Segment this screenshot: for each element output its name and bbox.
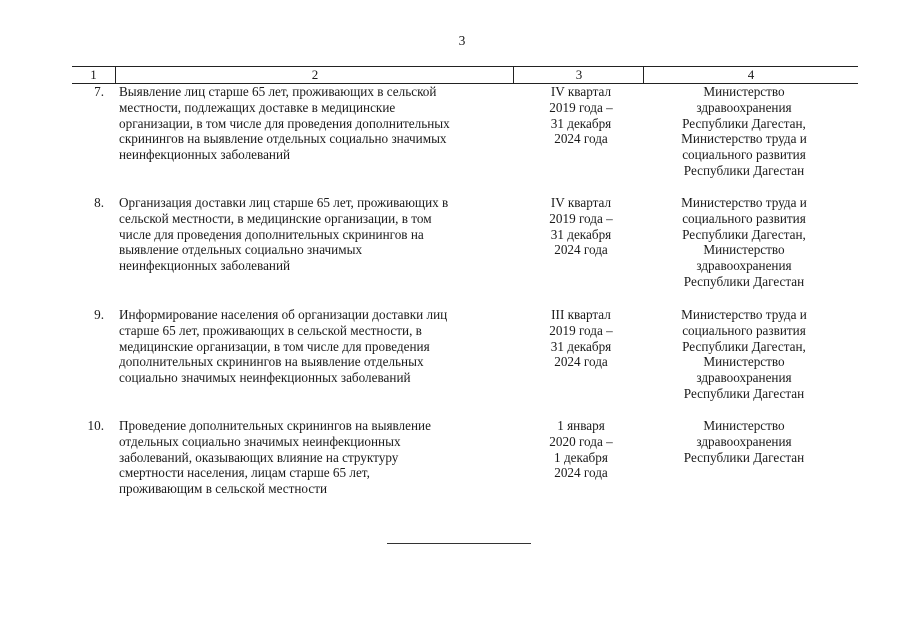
exec-line: здравоохранения [696,433,792,449]
term-line: 31 декабря [550,115,612,131]
desc-line: местности, подлежащих доставке в медицинские [119,99,396,115]
header-col-3: 3 [513,67,644,83]
desc-line: сельской местности, в медицинские организации, в том [119,210,432,226]
desc-line: дополнительных скринингов на выявление отдельных [119,354,424,370]
desc-line: организации, в том числе для проведения дополнительных [119,115,450,131]
exec-line: Республики Дагестан [683,273,805,289]
desc-line: Выявление лиц старше 65 лет, проживающих в сельской [119,84,437,99]
exec-line: Министерство труда и [681,131,807,147]
term-line: IV квартал [550,84,612,99]
exec-line: Республики Дагестан [683,449,805,465]
row-term [516,84,646,147]
row-description [119,307,505,386]
row-executor [658,195,830,290]
desc-line: Организация доставки лиц старше 65 лет, проживающих в [119,195,449,210]
desc-line: скринингов на выявление отдельных социально значимых [119,131,447,147]
row-executor [658,307,830,402]
row-description [119,84,505,163]
desc-line: старше 65 лет, проживающих в сельской местности, в [119,322,422,338]
term-line: 2019 года – [549,99,613,115]
exec-line: Республики Дагестан, [682,226,806,242]
header-col-2: 2 [115,67,514,83]
row-description [119,195,505,274]
row-number: 7. [94,84,104,99]
term-line: 2024 года [554,131,608,147]
desc-line: Информирование населения об организации доставки лиц [119,307,448,322]
desc-line: числе для проведения дополнительных скринингов на [119,226,424,242]
exec-line: социального развития [682,147,806,163]
exec-line: Министерство труда и [681,195,807,210]
closing-rule [387,543,531,544]
exec-line: Министерство [703,84,785,99]
term-line: 31 декабря [550,338,612,354]
row-number: 9. [94,307,104,322]
table-header [72,66,858,84]
exec-line: Министерство [703,242,785,258]
row-term [516,307,646,370]
term-line: IV квартал [550,195,612,210]
desc-line: неинфекционных заболеваний [119,258,291,274]
term-line: 1 января [557,418,605,433]
term-line: 31 декабря [550,226,612,242]
exec-line: социального развития [682,322,806,338]
term-line: 2020 года – [549,433,613,449]
desc-line: заболеваний, оказывающих влияние на структуру [119,449,399,465]
desc-line: проживающим в сельской местности [119,481,328,497]
desc-line: отдельных социально значимых неинфекционных [119,433,401,449]
desc-line: неинфекционных заболеваний [119,147,291,163]
exec-line: Министерство [703,418,785,433]
term-line: 2024 года [554,354,608,370]
exec-line: Министерство [703,354,785,370]
term-line: 1 декабря [554,449,608,465]
row-executor [658,84,830,179]
row-number: 10. [87,418,104,433]
page-number: 3 [458,33,466,48]
row-term [516,195,646,258]
exec-line: Республики Дагестан, [682,338,806,354]
term-line: 2024 года [554,465,608,481]
exec-line: здравоохранения [696,99,792,115]
desc-line: медицинские организации, в том числе для проведения [119,338,430,354]
desc-line: выявление отдельных социально значимых [119,242,363,258]
row-term [516,418,646,481]
term-line: III квартал [551,307,611,322]
term-line: 2024 года [554,242,608,258]
exec-line: социального развития [682,210,806,226]
header-col-4: 4 [643,67,858,83]
term-line: 2019 года – [549,322,613,338]
desc-line: смертности населения, лицам старше 65 лет, [119,465,370,481]
exec-line: здравоохранения [696,258,792,274]
exec-line: Республики Дагестан [683,162,805,178]
term-line: 2019 года – [549,210,613,226]
row-executor [658,418,830,465]
header-col-1: 1 [90,67,97,82]
exec-line: Республики Дагестан, [682,115,806,131]
exec-line: Республики Дагестан [683,385,805,401]
desc-line: социально значимых неинфекционных заболеваний [119,370,411,386]
desc-line: Проведение дополнительных скринингов на выявление [119,418,431,433]
exec-line: здравоохранения [696,370,792,386]
exec-line: Министерство труда и [681,307,807,322]
row-description [119,418,505,497]
row-number: 8. [94,195,104,210]
